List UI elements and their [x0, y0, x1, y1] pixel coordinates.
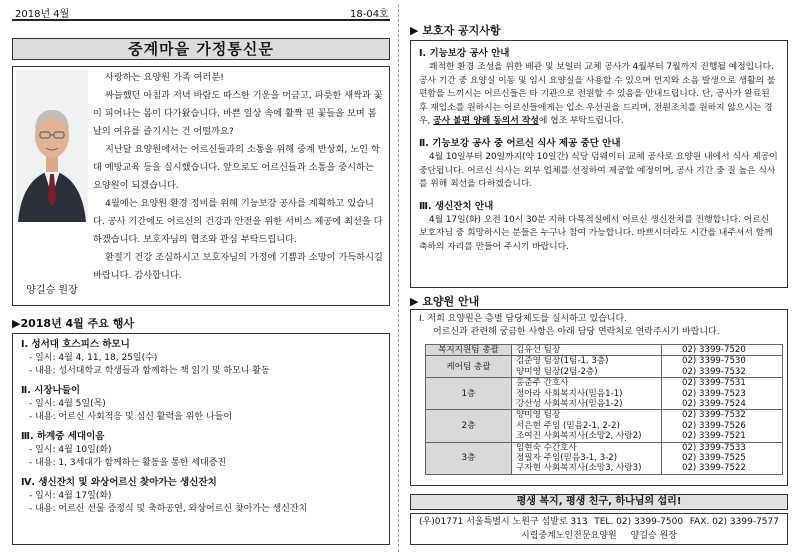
greeting-paragraph: 싸늘했던 아침과 저녁 바람도 따스한 기운을 머금고, 파릇한 새싹과 꽃이 피어나는 봄이 다가왔습니다. 바쁜 일상 속에 활짝 핀 꽃들을 보며 봄날의 여유를 즐기시는 건 어떨까요? [93, 90, 383, 137]
footer-director: 양길승 원장 [630, 531, 677, 541]
staff-name: 강산성 사회복지사(믿음1-2) [516, 399, 623, 410]
guide-section-title: ▶ 요양원 안내 [410, 295, 480, 308]
footer-tel: TEL. 02) 3399-7500 [594, 517, 684, 527]
event-item [21, 476, 381, 516]
table-row [426, 410, 783, 442]
notice-title: Ⅱ. 기능보강 공사 중 어르신 식사 제공 중단 안내 [419, 137, 621, 149]
notice-title: Ⅲ. 생신잔치 안내 [419, 200, 494, 212]
notice-section-title: ▶ 보호자 공지사항 [410, 24, 501, 37]
greeting-paragraph: 환절기 건강 조심하시고 보호자님의 가정에 기쁨과 소망이 가득하시길 바랍니다. 감사합니다. [93, 252, 383, 281]
staff-tel: 02) 3399-7533 [682, 442, 746, 453]
staff-tel: 02) 3399-7520 [682, 345, 746, 355]
staff-tel: 02) 3399-7532 [682, 366, 746, 377]
staff-name: 양미영 팀장(2팀-2층) [516, 366, 598, 377]
name-cell [512, 356, 662, 378]
event-date: - 일시: 4월 5일(목) [29, 399, 106, 409]
event-desc: - 내용: 어르신 사회적응 및 심신 활력을 위한 나들이 [29, 412, 233, 422]
table-row [426, 378, 783, 410]
event-desc: - 내용: 어르신 선물 증정식 및 축하공연, 와상어르신 찾아가는 생신잔치 [29, 504, 308, 514]
greeting-box [12, 66, 390, 306]
name-cell [512, 345, 662, 356]
issue-number: 18-04호 [350, 9, 389, 20]
event-date: - 일시: 4월 10일(화) [29, 445, 112, 455]
name-cell [512, 442, 662, 474]
dept-cell: 케어팀 총괄 [426, 356, 512, 378]
notice-box [410, 40, 788, 288]
event-title: Ⅰ. 성서대 호스피스 하모니 [21, 339, 130, 350]
staff-tel: 02) 3399-7526 [682, 420, 746, 431]
staff-name: 김유선 팀장 [516, 345, 561, 355]
guide-box [410, 309, 788, 486]
footer-box [410, 513, 788, 545]
staff-tel: 02) 3399-7523 [682, 388, 746, 399]
newsletter-title: 중계마을 가정통신문 [12, 38, 390, 60]
name-cell [512, 410, 662, 442]
greeting-paragraph: 4월에는 요양원 환경 정비를 위해 기능보강 공사를 계획하고 있습니다. 공사 기간에도 어르신의 건강과 안전을 위한 서비스 제공에 최선을 다하겠습니다. 보호자님의 협조와 관심 부탁드립니다. [93, 198, 383, 245]
notice-body [419, 61, 779, 129]
footer-fax: FAX. 02) 3399-7577 [689, 517, 779, 527]
table-row [426, 442, 783, 474]
name-cell [512, 378, 662, 410]
event-title: Ⅲ. 하계중 세대이음 [21, 431, 105, 442]
staff-tel: 02) 3399-7525 [682, 453, 746, 464]
staff-name: 정아라 사회복지사(믿음1-1) [516, 388, 623, 399]
staff-name: 김준영 팀장(1팀-1, 3층) [516, 356, 609, 367]
issue-date: 2018년 4월 [15, 9, 70, 20]
event-date: - 일시: 4월 17일(화) [29, 491, 112, 501]
greeting-paragraph: 지난달 요양원에서는 어르신들과의 소통을 위해 중계 반상회, 노인 학대 예방교육 등을 실시했습니다. 앞으로도 어르신들과 소통을 중시하는 요양원이 되겠습니다. [93, 144, 380, 191]
greeting-text [93, 69, 385, 285]
event-title: Ⅳ. 생신잔치 및 와상어르신 찾아가는 생신잔치 [21, 477, 217, 488]
notice-text: 쾌적한 환경 조성을 위한 배관 및 보일러 교체 공사가 4월부터 7월까지 진행될 예정입니다. 공사 기간 중 요양실 이동 및 임시 요양실을 사용할 수 있으며 먼지와 소음 발생으로 생활의 불편함을 느끼시는 어르신들은 타 기관으로 전원할 수 있음을 안내드립니다. 단, 공사가 완료된 후 재입소를 원하시는 어르신들에게는 입소 우선권을 드리며, 전원조치를 원하지 않으시는 경우, [419, 62, 776, 127]
event-item [21, 338, 381, 378]
director-photo [16, 70, 88, 222]
notice-text: 에 협조 부탁드립니다. [538, 116, 624, 127]
notice-body: 4월 10일부터 20일까지(약 10일간) 식당 덤웨이터 교체 공사로 요양원 내에서 식사 제공이 중단됩니다. 어르신 식사는 외부 업체를 선정하여 제공할 예정이며, 공사 기간 중 질 높은 식사를 위해 최선을 다하겠습니다. [419, 151, 778, 190]
event-item [21, 384, 381, 424]
guide-intro-sub: 어르신과 관련해 궁금한 사항은 아래 담당 연락처로 연락주시기 바랍니다. [433, 327, 720, 337]
tel-cell [662, 378, 783, 410]
events-section-title: ▶2018년 4월 주요 행사 [12, 317, 134, 330]
notice-body: 4월 17일(화) 오전 10시 30분 지하 다목적실에서 어르신 생신잔치를 진행합니다. 어르신 보호자님 중 희망하시는 분들은 누구나 참여 가능합니다. 바쁘시더라도 시간을 내주셔서 함께 축하의 자리를 만들어 주시기 바랍니다. [419, 214, 773, 252]
greeting-paragraph: 사랑하는 요양원 가족 여러분! [105, 72, 224, 83]
director-caption: 양길승 원장 [26, 285, 78, 296]
staff-name: 서은현 주임 (믿음2-1, 2-2) [516, 420, 620, 431]
staff-tel: 02) 3399-7531 [682, 378, 746, 389]
event-desc: - 내용: 성서대학교 학생들과 함께하는 책 읽기 및 하모니 활동 [29, 366, 270, 376]
dept-cell: 1층 [426, 378, 512, 410]
table-row [426, 345, 783, 356]
dept-cell: 2층 [426, 410, 512, 442]
staff-name: 양미영 팀장 [516, 410, 561, 421]
staff-name: 조여진 사회복지사(소망2, 사랑2) [516, 431, 642, 442]
column-divider [398, 4, 399, 552]
footer-address: (우)01771 서울특별시 노원구 섬밭로 313 [419, 517, 588, 527]
event-date: - 일시: 4월 4, 11, 18, 25일(수) [29, 353, 158, 363]
footer-contact-row [411, 515, 787, 529]
tel-cell [662, 345, 783, 356]
tel-cell [662, 442, 783, 474]
events-box [12, 333, 390, 545]
staff-tel: 02) 3399-7530 [682, 356, 746, 367]
staff-name: 임현숙 수간호사 [516, 442, 577, 453]
staff-name: 정필자 주임(믿음3-1, 3-2) [516, 453, 618, 464]
tel-cell [662, 410, 783, 442]
consent-form-highlight: 공사 불편 양해 동의서 작성 [433, 116, 539, 127]
notice-title: Ⅰ. 기능보강 공사 안내 [419, 48, 510, 59]
dept-cell: 3층 [426, 442, 512, 474]
guide-intro: Ⅰ. 저희 요양원은 층별 담당제도를 실시하고 있습니다. [419, 314, 628, 324]
footer-org: 시립중계노인전문요양원 [521, 531, 617, 541]
slogan-banner: 평생 복지, 평생 친구, 하나님의 섭리! [410, 494, 788, 510]
dept-cell: 복지지원팀 총괄 [426, 345, 512, 356]
header-rule [12, 19, 390, 21]
staff-tel: 02) 3399-7522 [682, 463, 746, 474]
staff-name: 구자현 사회복지사(소망3, 사랑3) [516, 463, 642, 474]
contact-table [425, 344, 783, 475]
footer-org-row [411, 529, 787, 543]
table-row [426, 356, 783, 378]
event-desc: - 내용: 1, 3세대가 함께하는 활동을 통한 세대증진 [29, 458, 227, 468]
staff-name: 홍준주 간호사 [516, 378, 569, 389]
event-item [21, 430, 381, 470]
director-portrait-icon [16, 70, 88, 222]
tel-cell [662, 356, 783, 378]
staff-tel: 02) 3399-7532 [682, 410, 746, 421]
staff-tel: 02) 3399-7521 [682, 431, 746, 442]
staff-tel: 02) 3399-7524 [682, 399, 746, 410]
event-title: Ⅱ. 시장나들이 [21, 385, 81, 396]
